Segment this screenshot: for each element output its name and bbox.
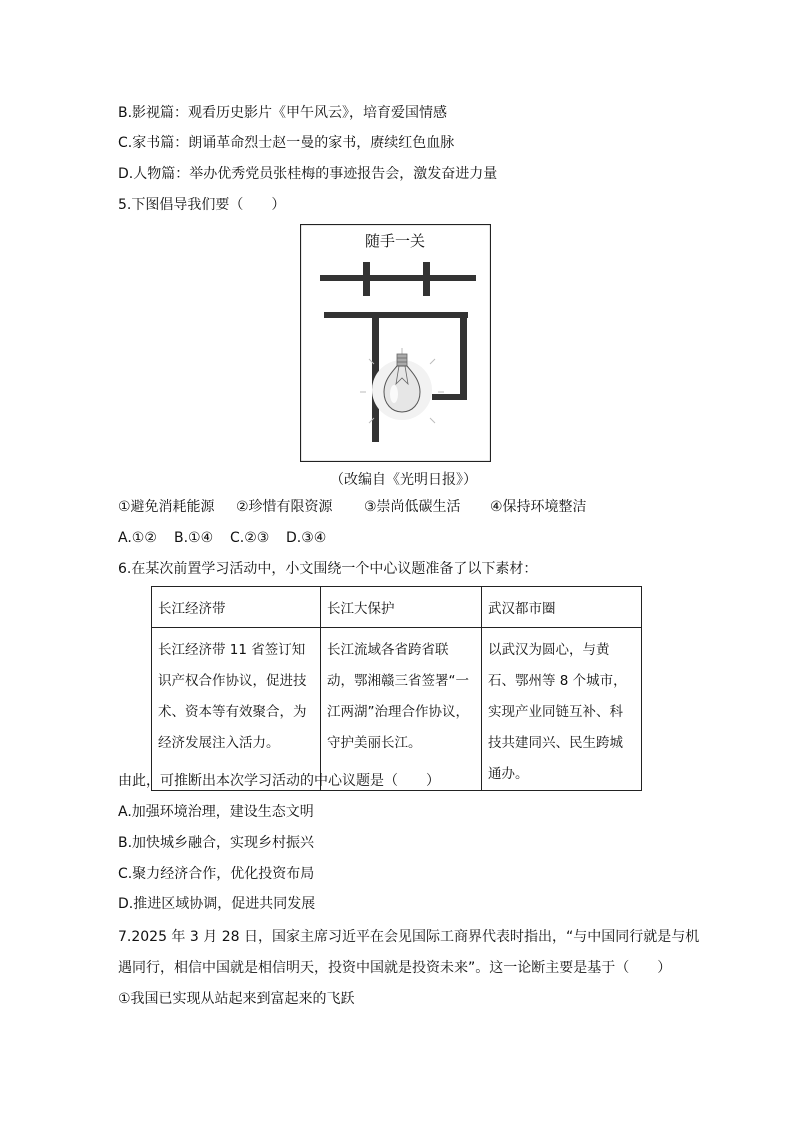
q5-choice-b: B.①④ [174,530,214,546]
header-yangtze-protection: 长江大保护 [321,587,482,628]
q7-stem-line-2: 遇同行，相信中国就是相信明天，投资中国就是投资未来”。这一论断主要是基于（ ） [118,960,672,976]
materials-table [151,586,642,791]
illustration-title: 随手一关 [364,232,426,250]
light-switch-illustration [300,224,491,462]
grass-radical-stroke-left [363,262,370,296]
lower-top-stroke [324,312,468,318]
lower-hook-stroke [432,394,467,400]
q6-option-d: D.推进区域协调，促进共同发展 [118,896,316,912]
q6-followup: 由此，可推断出本次学习活动的中心议题是（ ） [118,773,440,789]
cell-yangtze-protection: 长江流域各省跨省联动，鄂湘赣三省签署“一江两湖”治理合作协议，守护美丽长江。 [321,628,482,791]
table-header-row [152,587,642,628]
header-yangtze-economic-belt: 长江经济带 [152,587,321,628]
q5-choices [118,529,326,547]
q5-choice-c: C.②③ [230,530,270,546]
cell-yangtze-economic-belt: 长江经济带 11 省签订知识产权合作协议，促进技术、资本等有效聚合，为经济发展注入活力。 [152,628,321,791]
lower-right-stroke [460,312,467,400]
q5-stem: 5.下图倡导我们要（ ） [118,197,286,213]
q6-option-c: C.聚力经济合作，优化投资布局 [118,866,315,882]
grass-radical-stroke-right [423,262,430,296]
q6-option-a: A.加强环境治理，建设生态文明 [118,804,314,820]
q6-stem: 6.在某次前置学习活动中，小文围绕一个中心议题准备了以下素材： [118,561,538,577]
cell-wuhan-metro: 以武汉为圆心，与黄石、鄂州等 8 个城市，实现产业同链互补、科技共建同兴、民生跨城通办。 [482,628,642,791]
q4-option-d: D.人物篇：举办优秀党员张桂梅的事迹报告会，激发奋进力量 [118,166,498,182]
q5-items [118,498,587,516]
illustration-svg [300,224,491,462]
table-row [152,628,642,791]
q5-item-1: ①避免消耗能源 [118,499,215,515]
q5-item-3: ③崇尚低碳生活 [364,499,461,515]
q7-stem-line-1: 7.2025 年 3 月 28 日，国家主席习近平在会见国际工商界代表时指出，“与中国同行就是与机 [118,929,700,945]
q5-choice-d: D.③④ [286,530,327,546]
q5-item-2: ②珍惜有限资源 [236,499,333,515]
q4-option-b: B.影视篇：观看历史影片《甲午风云》，培育爱国情感 [118,105,448,121]
q4-option-c: C.家书篇：朗诵革命烈士赵一曼的家书，赓续红色血脉 [118,135,455,151]
q5-item-4: ④保持环境整洁 [490,499,587,515]
q7-item-1: ①我国已实现从站起来到富起来的飞跃 [118,991,355,1007]
q6-option-b: B.加快城乡融合，实现乡村振兴 [118,835,315,851]
figure-caption: （改编自《光明日报》） [330,472,477,488]
grass-radical-bar [320,275,476,281]
q5-choice-a: A.①② [118,530,157,546]
header-wuhan-metro: 武汉都市圈 [482,587,642,628]
